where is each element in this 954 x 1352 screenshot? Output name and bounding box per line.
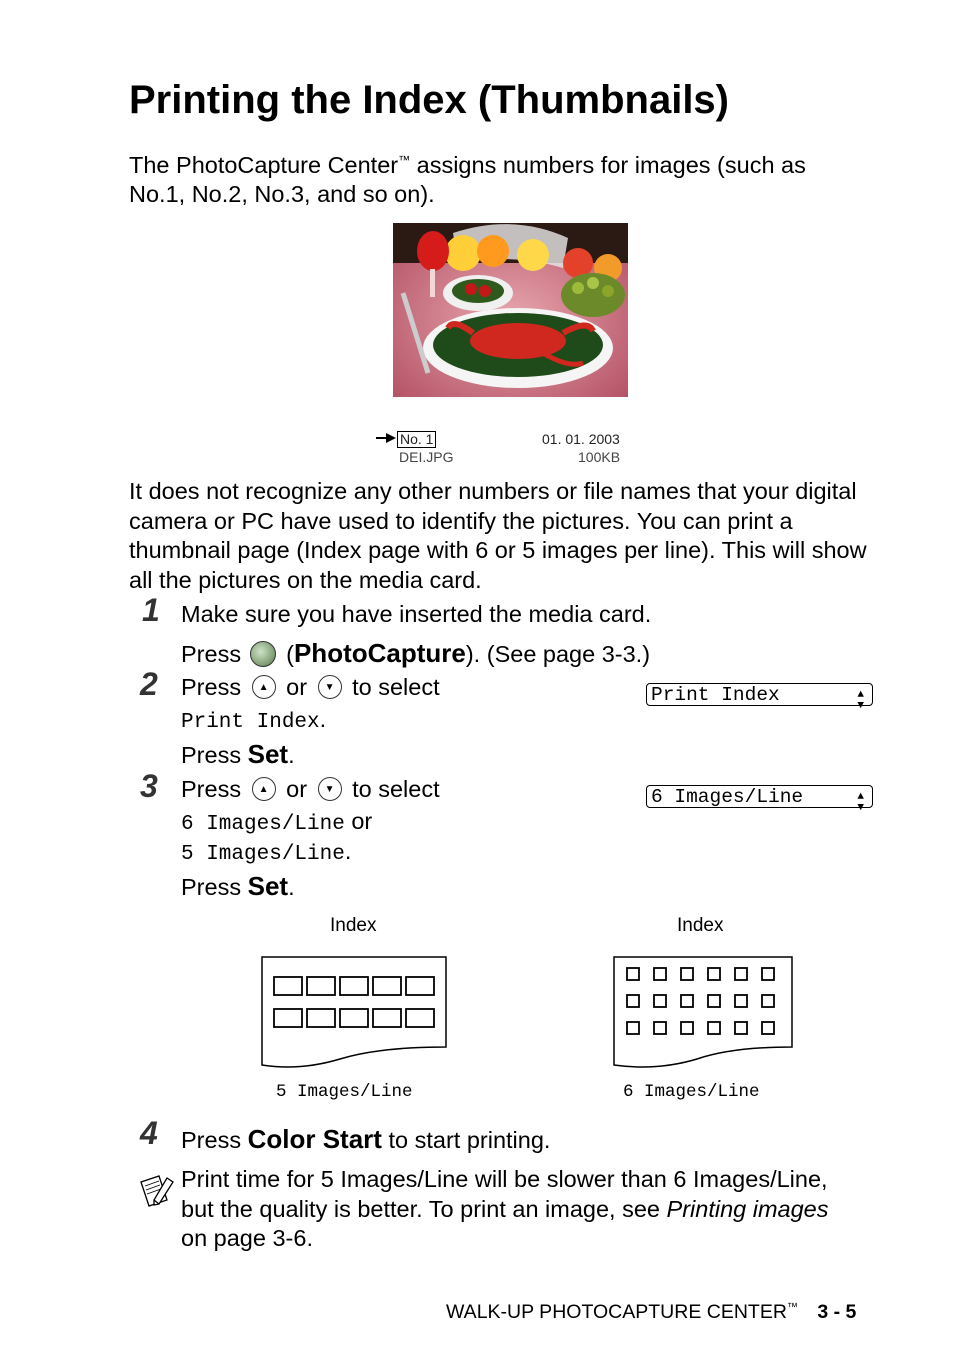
step-2-press-set <box>181 739 295 770</box>
five-images-option: 5 Images/Line <box>181 843 345 866</box>
photocapture-label: PhotoCapture <box>293 638 466 668</box>
page-title: Printing the Index (Thumbnails) <box>129 78 729 122</box>
intro-text-cont: assigns numbers for images (such as <box>410 151 806 178</box>
up-arrow-button-icon[interactable]: ▲ <box>252 675 276 699</box>
step-3-option2-line <box>181 838 351 866</box>
to-select-text: to select <box>352 776 440 802</box>
press-text: Press <box>181 1127 248 1153</box>
thumb-size: 100KB <box>578 449 621 465</box>
print-index-option: Print Index <box>181 711 320 734</box>
note-pencil-icon <box>137 1172 177 1215</box>
footer-title: WALK-UP PHOTOCAPTURE CENTER <box>446 1301 787 1323</box>
press-text: Press <box>181 874 248 900</box>
page-number: 3 - 5 <box>817 1301 857 1323</box>
scroll-arrows-icon: ▲ ▼ <box>857 689 864 712</box>
step-2-option-line <box>181 706 326 734</box>
step-4-text <box>181 1124 550 1155</box>
step-1-press-line <box>181 638 650 669</box>
six-images-diagram <box>612 955 796 1080</box>
note-text <box>181 1165 901 1254</box>
trademark: ™ <box>398 153 411 167</box>
set-label: Set <box>247 739 289 769</box>
step-2-press-line <box>181 674 440 701</box>
right-index-label: Index <box>677 915 724 936</box>
up-arrow-button-icon[interactable]: ▲ <box>252 777 276 801</box>
period: . <box>288 742 295 768</box>
left-diagram-caption: 5 Images/Line <box>276 1082 413 1102</box>
footer-trademark: ™ <box>786 1301 798 1314</box>
five-images-diagram <box>260 955 450 1080</box>
step-3-option1-line <box>181 808 372 836</box>
lcd-text: Print Index <box>651 684 780 706</box>
press-text: Press <box>181 776 242 802</box>
thumb-arrow-icon <box>376 431 398 448</box>
six-images-option: 6 Images/Line <box>181 813 345 836</box>
or-text: or <box>286 776 308 802</box>
thumb-date: 01. 01. 2003 <box>542 431 620 447</box>
set-label: Set <box>247 871 289 901</box>
intro-text: The PhotoCapture Center <box>129 151 399 178</box>
down-arrow-button-icon[interactable]: ▼ <box>318 777 342 801</box>
step-number-2: 2 <box>140 666 158 702</box>
press-text: Press <box>181 742 248 768</box>
intro-text-line2: No.1, No.2, No.3, and so on). <box>129 181 435 208</box>
step-number-1: 1 <box>142 592 160 628</box>
note-line-3: on page 3-6. <box>181 1225 313 1251</box>
lcd-display-images-line <box>646 785 873 814</box>
right-diagram-caption: 6 Images/Line <box>623 1082 760 1102</box>
thumb-number: No. 1 <box>397 431 436 448</box>
step-3-press-line <box>181 776 440 803</box>
see-page-text: ). (See page 3-3.) <box>465 641 651 667</box>
paren: ( <box>286 641 294 667</box>
down-arrow-button-icon[interactable]: ▼ <box>318 675 342 699</box>
thumb-filename: DEI.JPG <box>399 449 454 465</box>
left-index-label: Index <box>330 915 377 936</box>
note-link-italic: Printing images <box>666 1195 829 1222</box>
step-1-text: Make sure you have inserted the media card. <box>181 601 652 627</box>
start-printing-text: to start printing. <box>381 1127 551 1153</box>
photocapture-button-icon[interactable] <box>250 641 276 667</box>
period: . <box>288 874 295 900</box>
press-text: Press <box>181 641 242 667</box>
footer <box>446 1301 856 1324</box>
to-select-text: to select <box>352 674 440 700</box>
period: . <box>344 838 352 864</box>
step-3-press-set <box>181 871 295 902</box>
thumbnail-photo <box>393 223 628 397</box>
scroll-arrows-icon: ▲ ▼ <box>857 791 864 814</box>
step-number-3: 3 <box>140 768 158 804</box>
color-start-label: Color Start <box>247 1124 382 1154</box>
lcd-text: 6 Images/Line <box>651 786 804 808</box>
note-line-1: Print time for 5 Images/Line will be slower than 6 Images/Line, <box>181 1166 828 1192</box>
press-text: Press <box>181 674 242 700</box>
or-text: or <box>344 808 373 834</box>
lcd-display-print-index <box>646 683 873 712</box>
intro-paragraph <box>129 146 889 210</box>
note-line-2: but the quality is better. To print an image, see <box>181 1195 667 1222</box>
body-paragraph: It does not recognize any other numbers or file names that your digital camera or PC have used to identify the pictures. You can print a thumbnail page (Index page with 6 or 5 images per line). This will show all the pictures on the media card. <box>129 478 867 593</box>
step-number-4: 4 <box>140 1115 158 1151</box>
or-text: or <box>286 674 308 700</box>
period: . <box>319 706 327 732</box>
